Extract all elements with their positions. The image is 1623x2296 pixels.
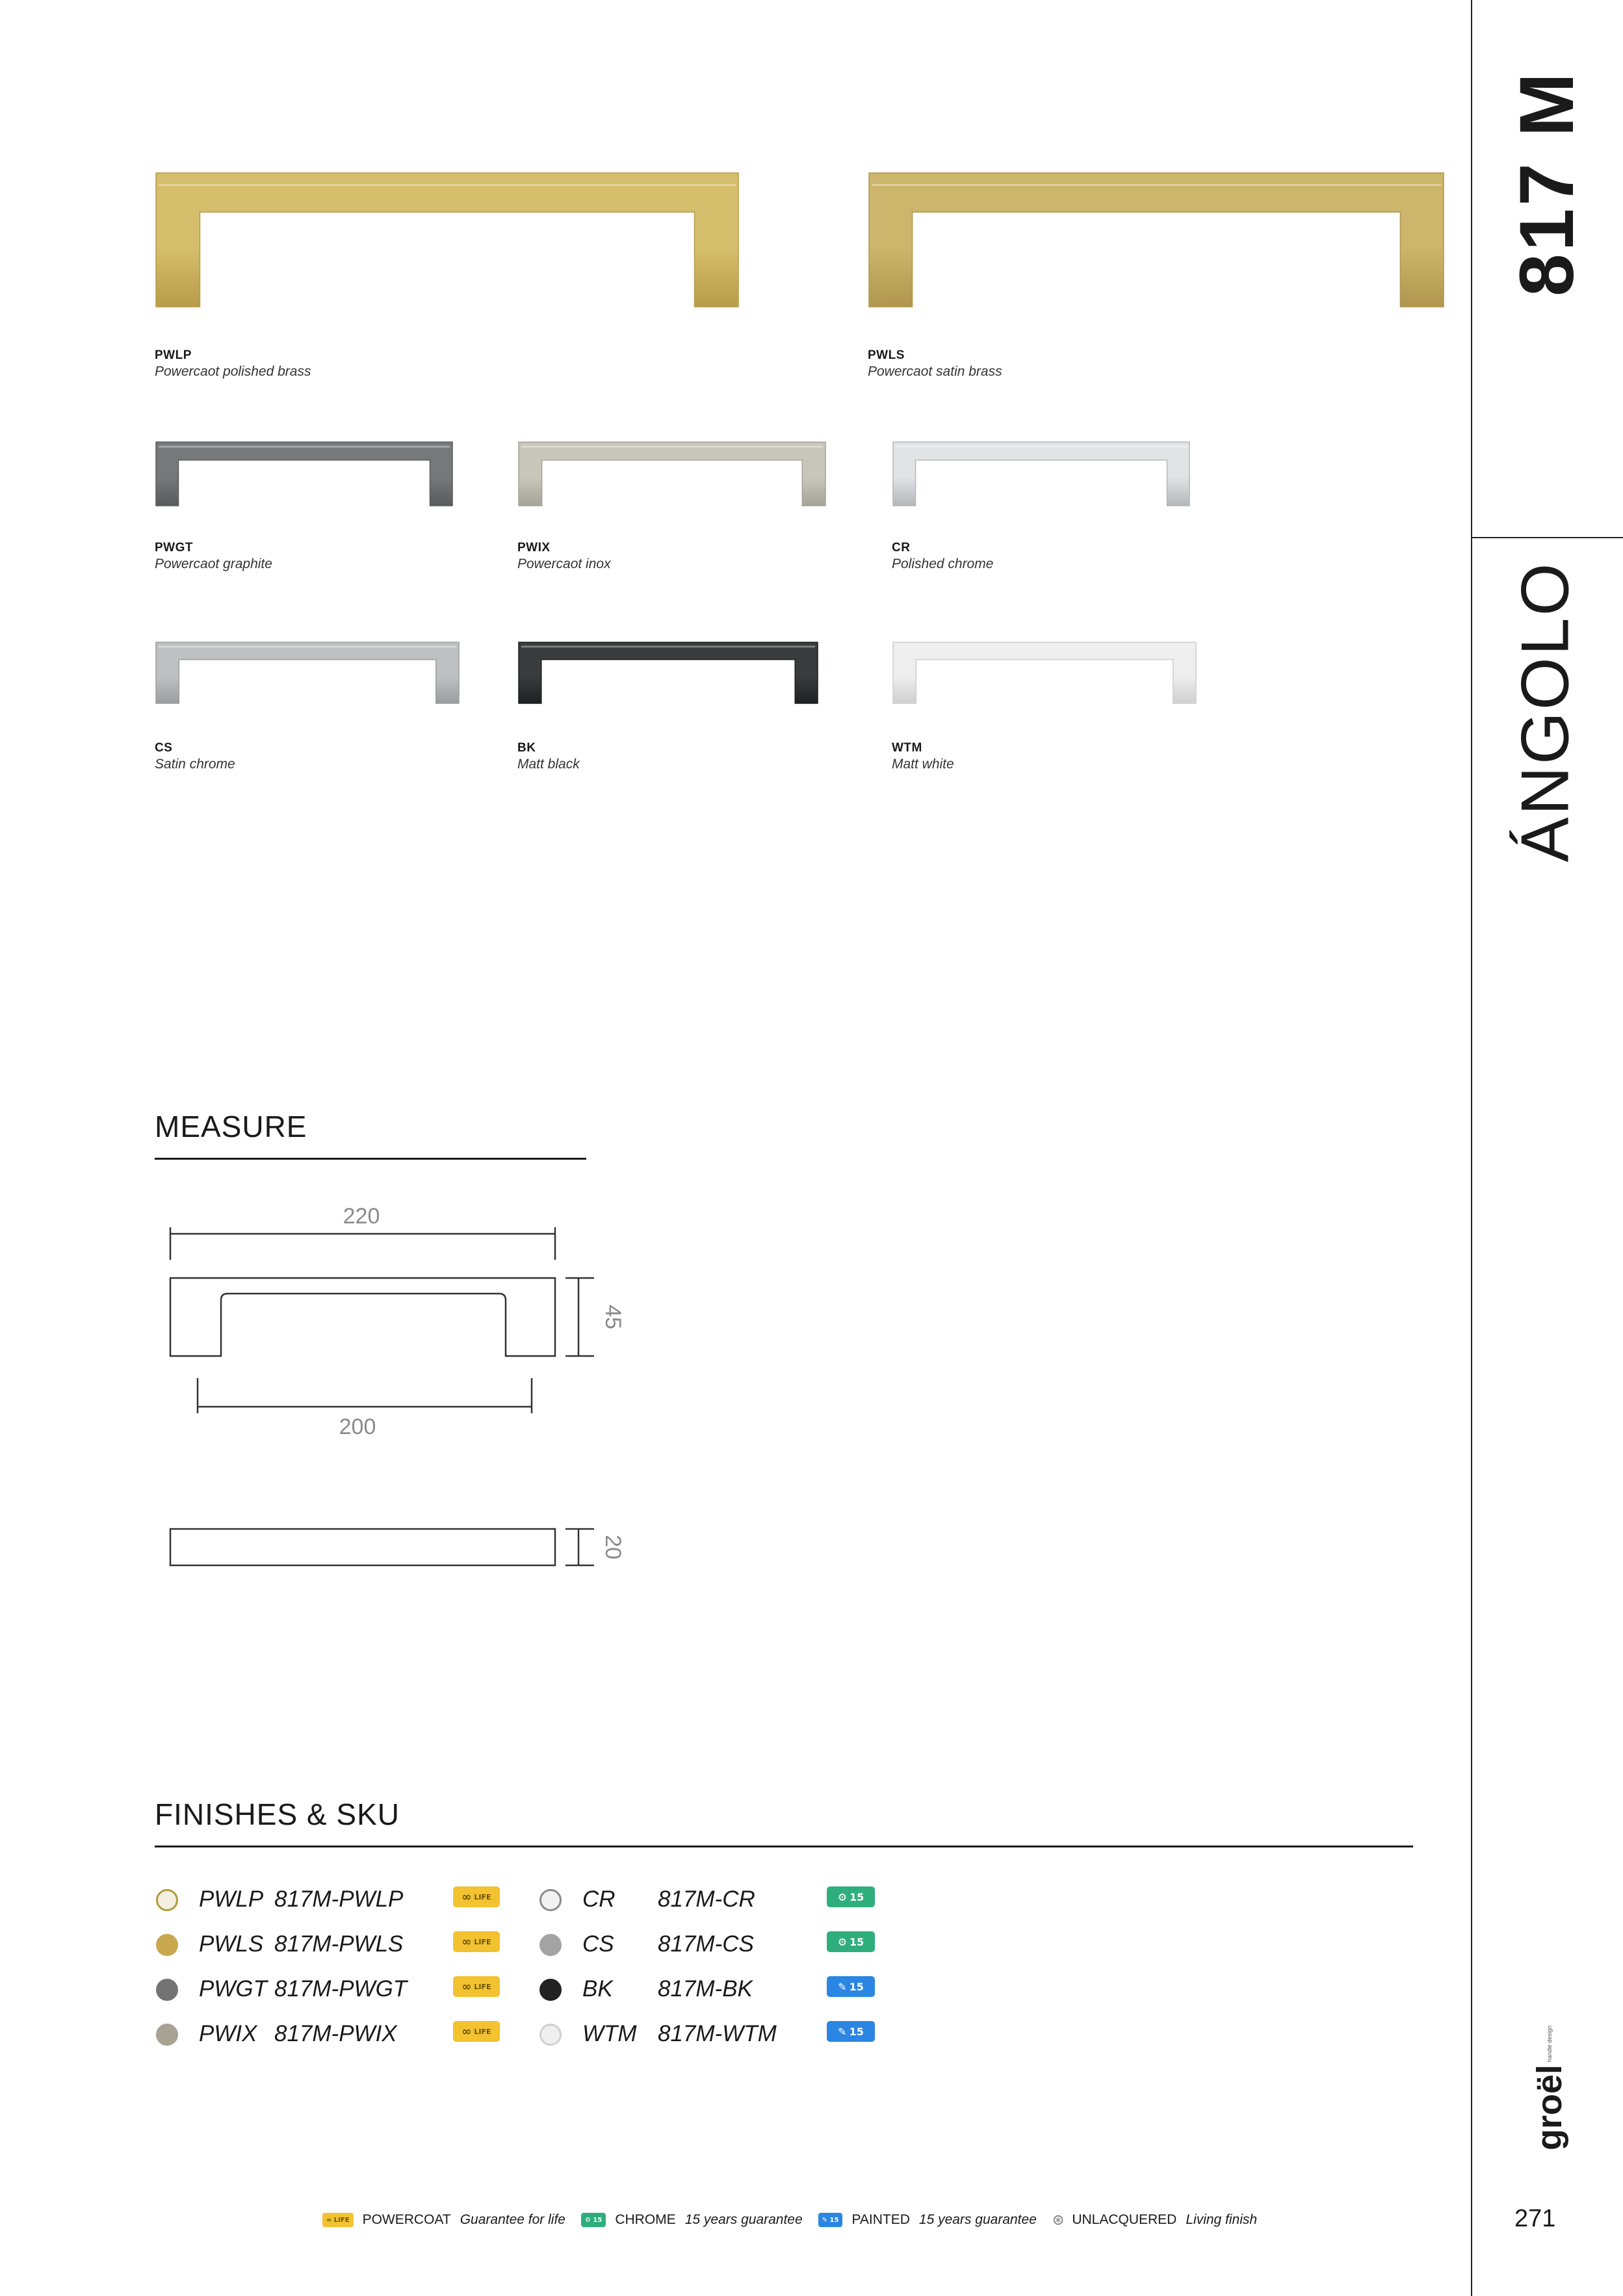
legend-description: 15 years guarantee <box>684 2212 803 2227</box>
chrome-guarantee-icon: ⚙ <box>837 1935 848 1948</box>
handle-image-bk <box>517 640 819 706</box>
legend-description: 15 years guarantee <box>918 2212 1037 2227</box>
painted-guarantee-badge <box>827 1976 875 1997</box>
life-guarantee-badge <box>453 1931 500 1952</box>
logo-tagline: handle design <box>1546 2025 1553 2063</box>
sku-number: 817M-WTM <box>658 2021 777 2046</box>
painted-legend-badge: ✎ 15 <box>818 2213 843 2227</box>
finish-swatch-cr <box>539 1889 562 1911</box>
guarantee-legend <box>322 2211 1273 2228</box>
sku-finish-code: PWGT <box>199 1976 267 2002</box>
finish-name-pwix: Powercaot inox <box>517 556 611 571</box>
chrome-legend-badge: ⚙ 15 <box>581 2213 606 2227</box>
sku-number: 817M-PWIX <box>274 2021 397 2046</box>
legend-label: PAINTED <box>851 2212 910 2227</box>
measure-rule <box>155 1158 586 1160</box>
finish-code-cr: CR <box>892 541 911 554</box>
finish-code-bk: BK <box>517 741 536 755</box>
sku-finish-code: CS <box>582 1931 614 1957</box>
legend-label: POWERCOAT <box>362 2212 451 2227</box>
finish-name-bk: Matt black <box>517 757 580 772</box>
sku-number: 817M-BK <box>658 1976 753 2002</box>
sku-number: 817M-PWGT <box>274 1976 408 2002</box>
finish-name-cs: Satin chrome <box>155 757 235 772</box>
finish-name-pwls: Powercaot satin brass <box>868 364 1002 379</box>
life-legend-badge: ∞ LIFE <box>322 2213 354 2227</box>
finish-swatch-pwlp <box>156 1889 178 1911</box>
sku-finish-code: CR <box>582 1886 616 1912</box>
life-guarantee-badge <box>453 1886 500 1907</box>
legend-label: CHROME <box>615 2212 676 2227</box>
dim-thickness: 20 <box>601 1535 625 1559</box>
badge-label: 15 <box>849 2025 864 2038</box>
finish-code-pwix: PWIX <box>517 541 551 554</box>
badge-label: LIFE <box>474 1892 491 1901</box>
finish-code-pwlp: PWLP <box>155 348 192 362</box>
finish-code-wtm: WTM <box>892 741 922 755</box>
handle-image-pwgt <box>155 439 454 508</box>
dim-overall-length: 220 <box>343 1204 380 1229</box>
life-guarantee-badge <box>453 2021 500 2042</box>
finish-name-cr: Polished chrome <box>892 556 994 571</box>
life-guarantee-badge <box>453 1976 500 1997</box>
finish-code-cs: CS <box>155 741 173 755</box>
finish-swatch-bk <box>539 1979 562 2001</box>
finish-code-pwgt: PWGT <box>155 541 193 554</box>
life-guarantee-icon: ∞ <box>461 1935 472 1949</box>
handle-image-wtm <box>892 640 1197 706</box>
page-number: 271 <box>1514 2205 1556 2232</box>
legend-description: Living finish <box>1186 2212 1258 2227</box>
finish-swatch-pwix <box>156 2024 178 2046</box>
badge-label: 15 <box>849 1980 864 1993</box>
sku-finish-code: PWLP <box>199 1886 264 1912</box>
chrome-guarantee-badge <box>827 1931 875 1952</box>
painted-guarantee-icon: ✎ <box>838 1980 847 1993</box>
sku-number: 817M-CS <box>658 1931 754 1957</box>
badge-label: LIFE <box>474 2027 491 2036</box>
sidebar-divider <box>1471 0 1472 2296</box>
sidebar-rule <box>1471 537 1623 538</box>
life-guarantee-icon: ∞ <box>461 1890 472 1904</box>
finish-name-pwgt: Powercaot graphite <box>155 556 272 571</box>
sku-title: FINISHES & SKU <box>155 1797 400 1831</box>
sku-finish-code: PWIX <box>199 2021 257 2046</box>
product-name: ÁNGOLO <box>1507 561 1583 863</box>
sku-finish-code: WTM <box>582 2021 637 2046</box>
sku-finish-code: BK <box>582 1976 613 2002</box>
logo-word: groël <box>1530 2065 1569 2151</box>
handle-image-cs <box>155 640 460 706</box>
unlacquered-icon: ⊛ <box>1052 2211 1065 2228</box>
handle-image-pwls <box>868 170 1445 309</box>
finish-name-wtm: Matt white <box>892 757 954 772</box>
sku-finish-code: PWLS <box>199 1931 264 1957</box>
finish-swatch-wtm <box>539 2024 562 2046</box>
badge-label: LIFE <box>474 1982 491 1991</box>
painted-guarantee-badge <box>827 2021 875 2042</box>
brand-logo <box>1529 2026 1570 2150</box>
chrome-guarantee-badge <box>827 1886 875 1907</box>
finish-swatch-pwgt <box>156 1979 178 2001</box>
badge-label: LIFE <box>474 1937 491 1946</box>
sku-rule <box>155 1846 1413 1847</box>
dim-hole-distance: 200 <box>339 1415 376 1439</box>
handle-image-cr <box>892 439 1191 508</box>
dim-height: 45 <box>601 1305 625 1329</box>
sku-number: 817M-PWLP <box>274 1886 404 1912</box>
measure-title: MEASURE <box>155 1110 307 1143</box>
legend-label: UNLACQUERED <box>1072 2212 1177 2227</box>
handle-image-pwix <box>517 439 827 508</box>
badge-label: 15 <box>850 1890 864 1903</box>
product-code: 817 M <box>1504 70 1590 296</box>
finish-swatch-pwls <box>156 1934 178 1956</box>
badge-label: 15 <box>850 1935 864 1948</box>
painted-guarantee-icon: ✎ <box>838 2025 847 2038</box>
life-guarantee-icon: ∞ <box>461 2024 472 2039</box>
sku-number: 817M-PWLS <box>274 1931 404 1957</box>
handle-image-pwlp <box>155 170 740 309</box>
legend-description: Guarantee for life <box>460 2212 565 2227</box>
measure-drawing <box>156 1196 637 1573</box>
finish-swatch-cs <box>539 1934 562 1956</box>
life-guarantee-icon: ∞ <box>461 1979 472 1994</box>
chrome-guarantee-icon: ⚙ <box>837 1890 848 1903</box>
sku-number: 817M-CR <box>658 1886 755 1912</box>
finish-code-pwls: PWLS <box>868 348 905 362</box>
finish-name-pwlp: Powercaot polished brass <box>155 364 311 379</box>
